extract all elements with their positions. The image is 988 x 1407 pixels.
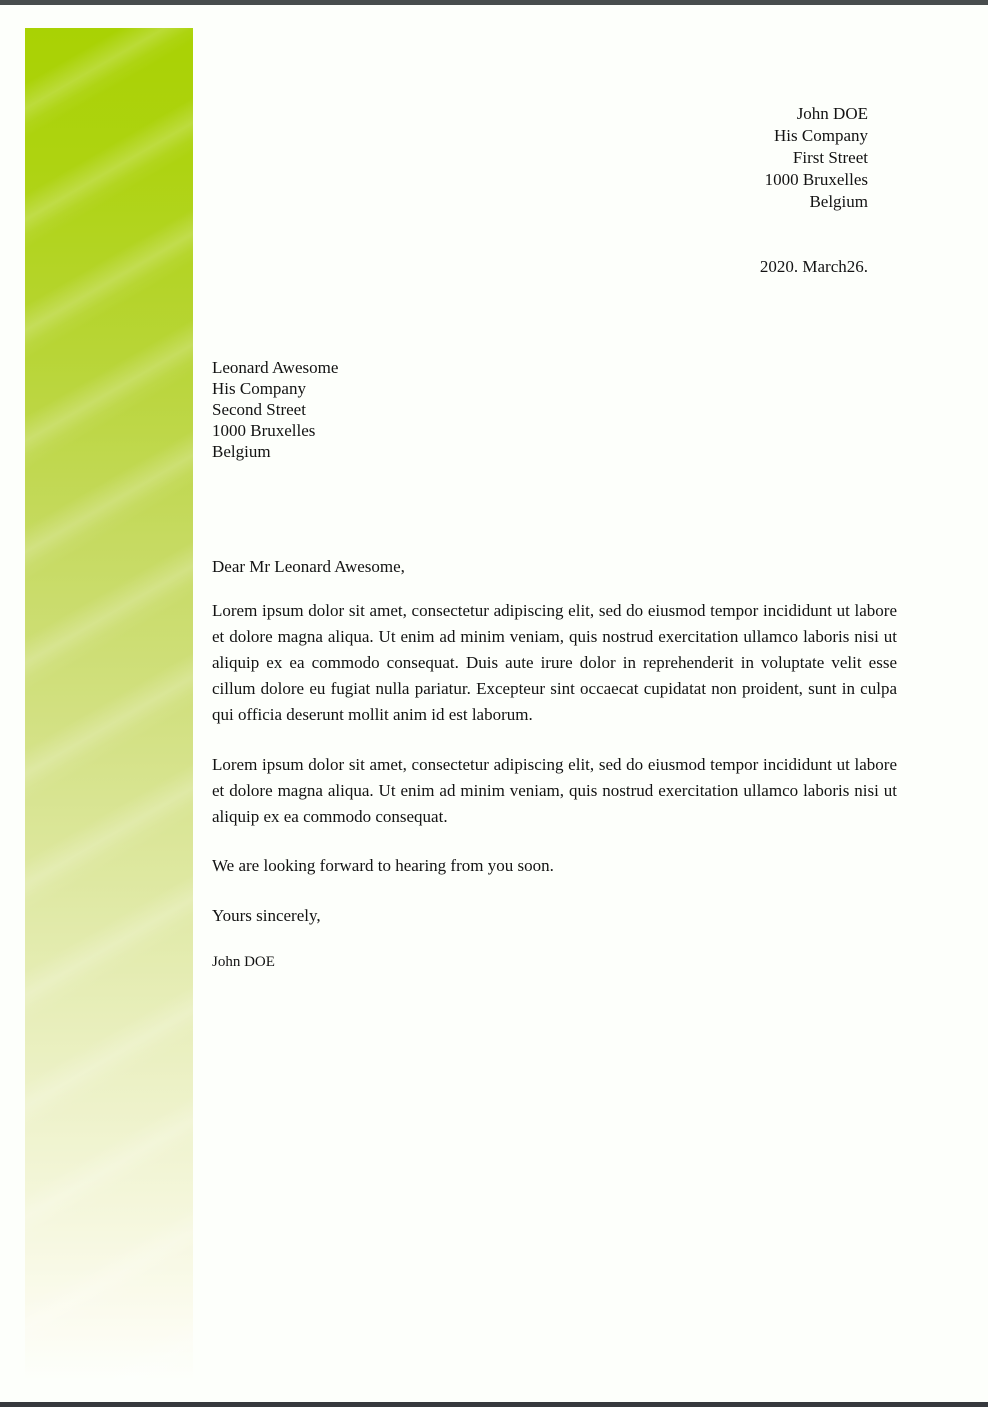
sender-company: His Company [774,126,868,145]
body-paragraph-2: Lorem ipsum dolor sit amet, consectetur adipiscing elit, sed do eiusmod tempor incididunt ut labore et dolore magna aliqua. Ut enim ad minim veniam, quis nostrud exercitation ullamco laboris nisi ut aliquip ex ea commodo consequat. [212,755,897,826]
salutation: Dear Mr Leonard Awesome, [212,557,405,576]
top-border [0,0,988,5]
sender-street: First Street [792,148,868,167]
recipient-address [212,357,338,462]
valediction: Yours sincerely, [212,906,321,925]
signature-name: John DOE [212,954,275,970]
letter-date: 2020. March26. [759,257,868,276]
sender-country: Belgium [809,192,868,211]
recipient-name: Leonard Awesome [212,358,339,377]
bottom-border [0,1402,988,1407]
sender-address [765,103,868,213]
recipient-country: Belgium [212,442,271,461]
recipient-city: 1000 Bruxelles [212,421,316,440]
closing-line: We are looking forward to hearing from you soon. [212,856,554,875]
sender-name: John DOE [796,104,868,123]
recipient-street: Second Street [212,400,306,419]
sender-city: 1000 Bruxelles [764,170,868,189]
recipient-company: His Company [212,379,306,398]
gradient-sidebar [25,28,193,1380]
body-paragraph-1: Lorem ipsum dolor sit amet, consectetur adipiscing elit, sed do eiusmod tempor incididunt ut labore et dolore magna aliqua. Ut enim ad minim veniam, quis nostrud exercitation ullamco laboris nisi ut aliquip ex ea commodo consequat. Duis aute irure dolor in reprehenderit in voluptate velit esse cillum dolore eu fugiat nulla pariatur. Excepteur sint occaecat cupidatat non proident, sunt in culpa qui officia deserunt mollit anim id est laborum. [212,601,897,724]
